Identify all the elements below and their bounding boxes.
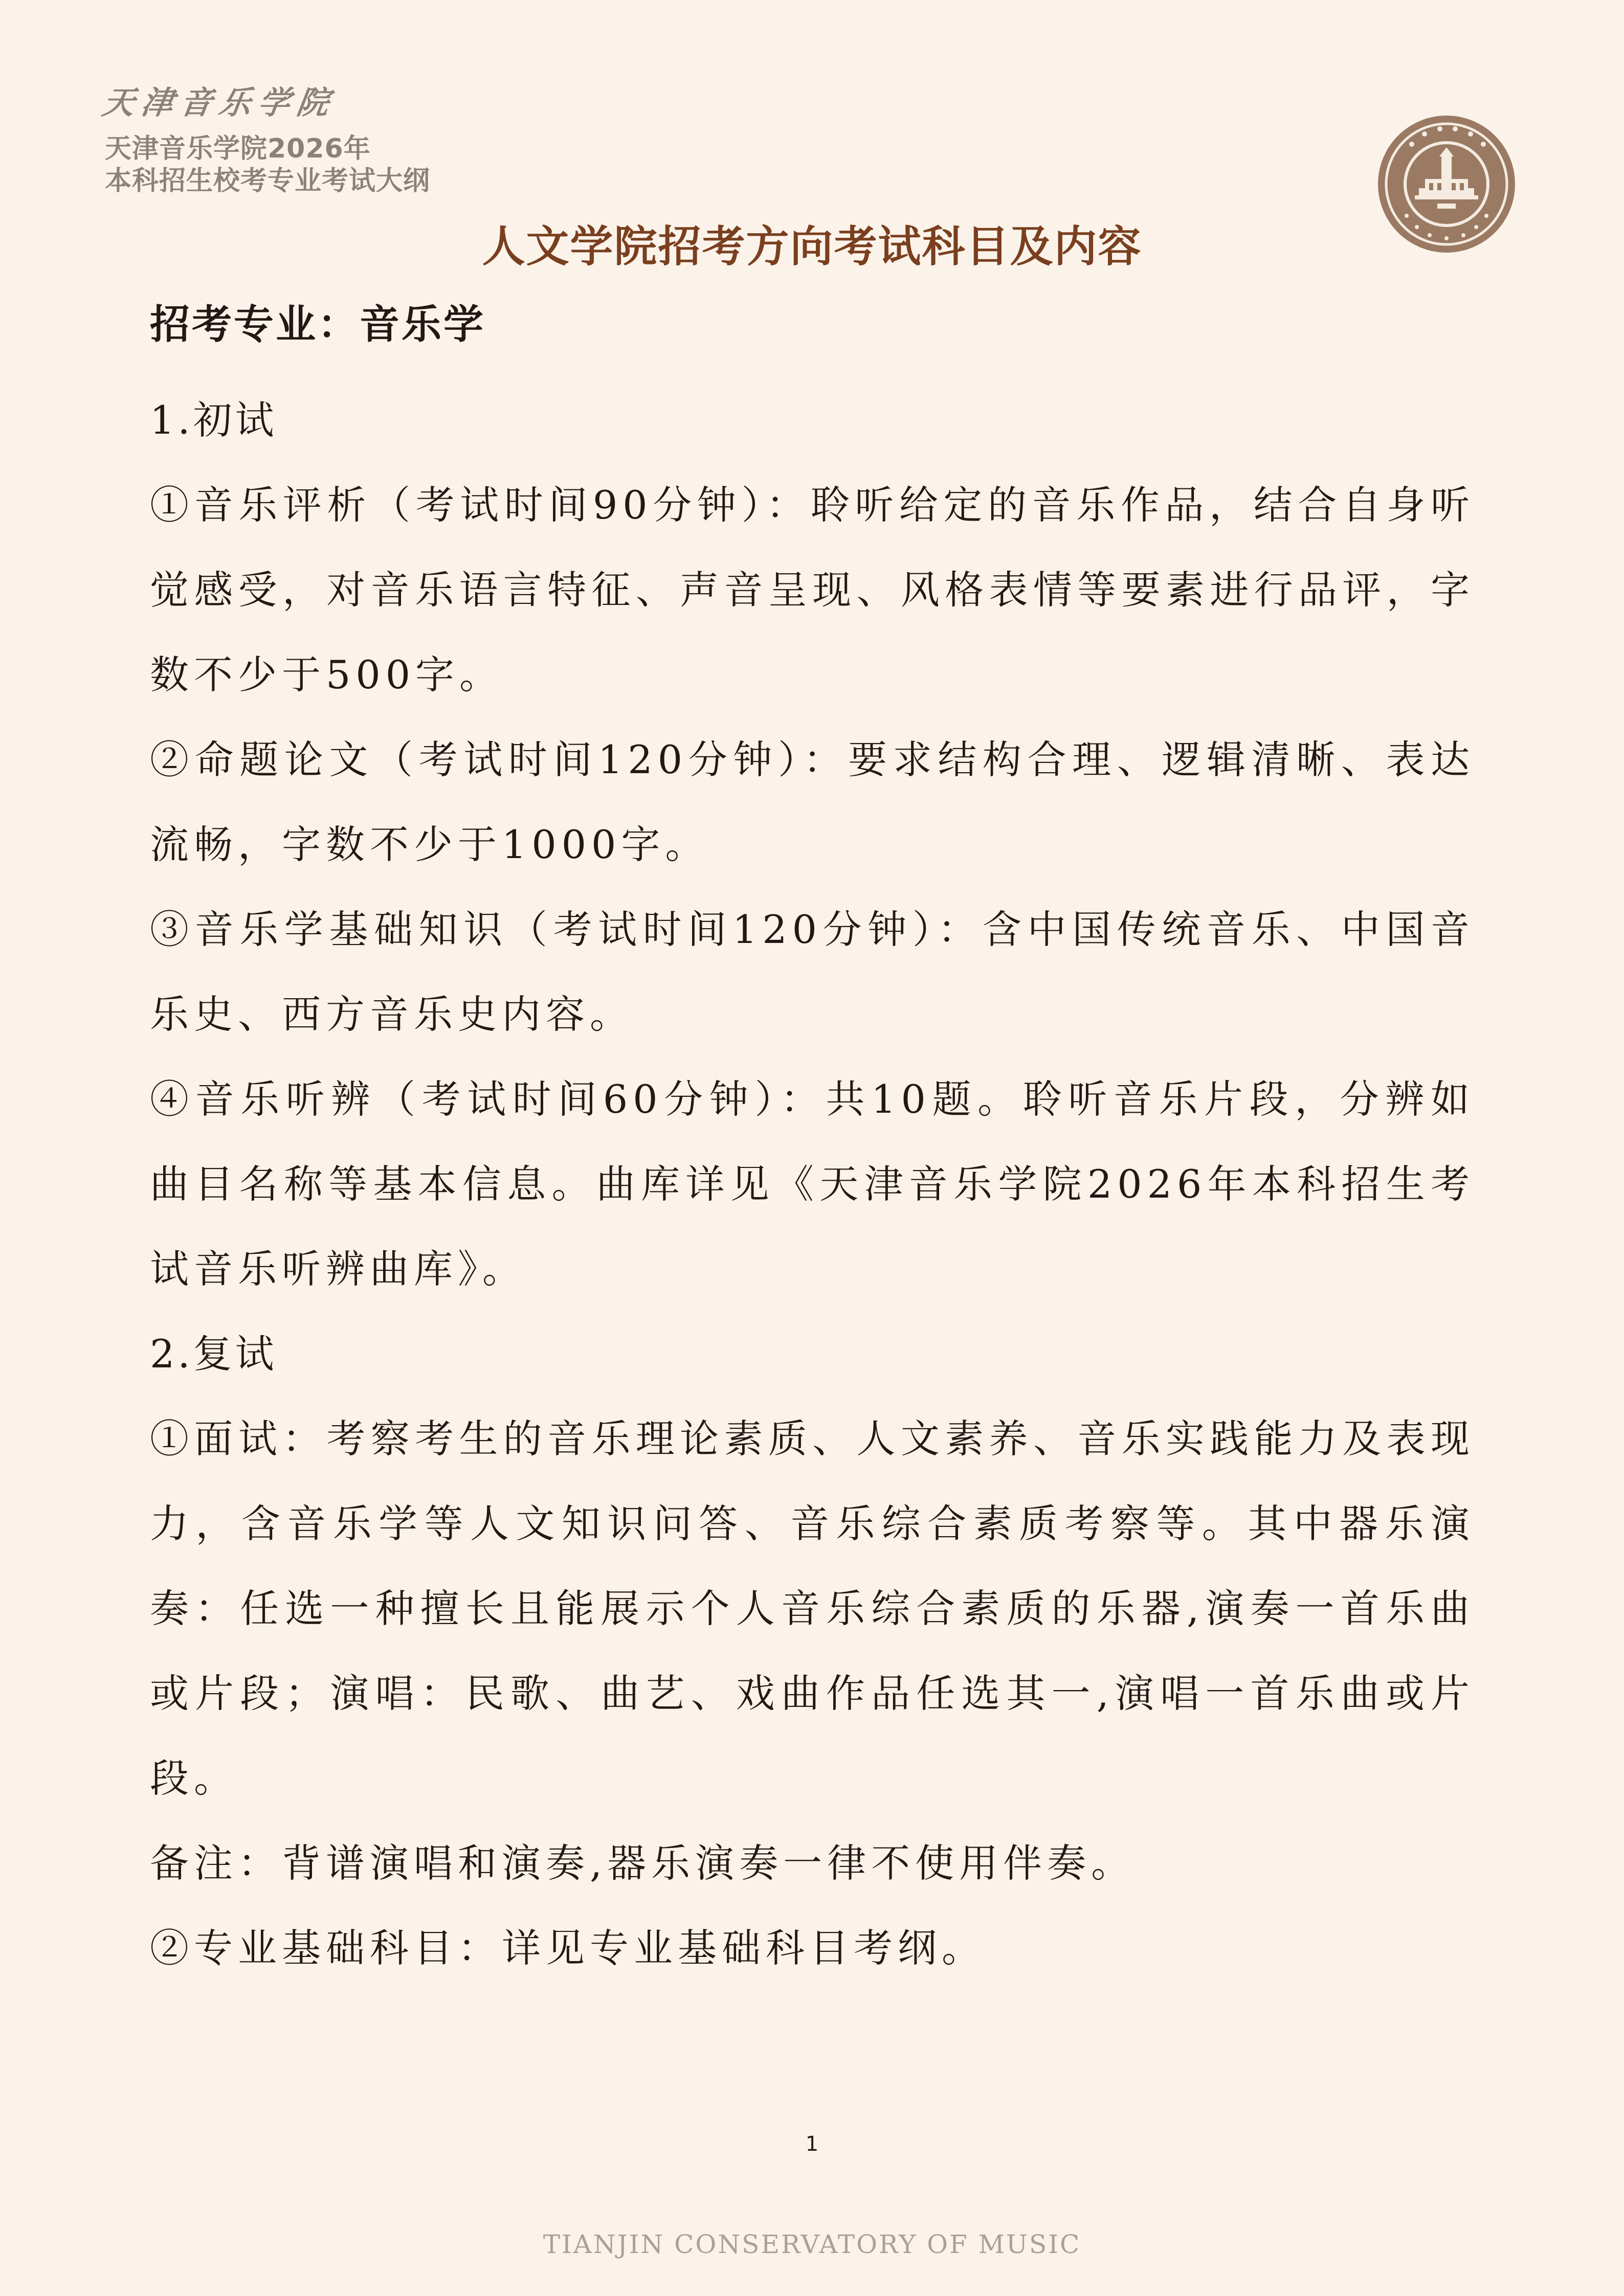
header-line-1: 天津音乐学院2026年 bbox=[105, 133, 371, 164]
page-number: 1 bbox=[805, 2132, 819, 2156]
paragraph-note: 备注：背谱演唱和演奏,器乐演奏一律不使用伴奏。 bbox=[150, 1840, 1136, 1886]
paragraph-basic-knowledge: ③音乐学基础知识（考试时间120分钟）：含中国传统音乐、中国音乐史、西方音乐史内容。 bbox=[150, 907, 1475, 1037]
header-line-2: 本科招生校考专业考试大纲 bbox=[105, 166, 431, 197]
section-preliminary-heading: 1.初试 bbox=[150, 397, 277, 443]
footer-text: TIANJIN CONSERVATORY OF MUSIC bbox=[543, 2230, 1081, 2259]
paragraph-music-analysis: ①音乐评析（考试时间90分钟）：聆听给定的音乐作品，结合自身听觉感受，对音乐语言特征、声音呈现、风格表情等要素进行品评，字数不少于500字。 bbox=[150, 482, 1475, 697]
paragraph-listening: ④音乐听辨（考试时间60分钟）：共10题。聆听音乐片段，分辨如曲目名称等基本信息。曲库详见《天津音乐学院2026年本科招生考试音乐听辨曲库》。 bbox=[150, 1076, 1475, 1292]
document-title: 人文学院招考方向考试科目及内容 bbox=[482, 221, 1142, 272]
section-retest-heading: 2.复试 bbox=[150, 1331, 277, 1377]
paragraph-interview: ①面试：考察考生的音乐理论素质、人文素养、音乐实践能力及表现力，含音乐学等人文知识问答、音乐综合素质考察等。其中器乐演奏：任选一种擅长且能展示个人音乐综合素质的乐器,演奏一首乐曲或片段；演唱：民歌、曲艺、戏曲作品任选其一,演唱一首乐曲或片段。 bbox=[150, 1416, 1475, 1801]
major-heading: 招考专业：音乐学 bbox=[150, 302, 486, 348]
header-brand bbox=[100, 84, 565, 198]
paragraph-essay: ②命题论文（考试时间120分钟）：要求结构合理、逻辑清晰、表达流畅，字数不少于1000字。 bbox=[150, 737, 1475, 867]
calligraphy-logo: 天津音乐学院 bbox=[100, 84, 339, 121]
document-body bbox=[150, 294, 1475, 1991]
paragraph-foundation-subject: ②专业基础科目：详见专业基础科目考纲。 bbox=[150, 1925, 986, 1971]
